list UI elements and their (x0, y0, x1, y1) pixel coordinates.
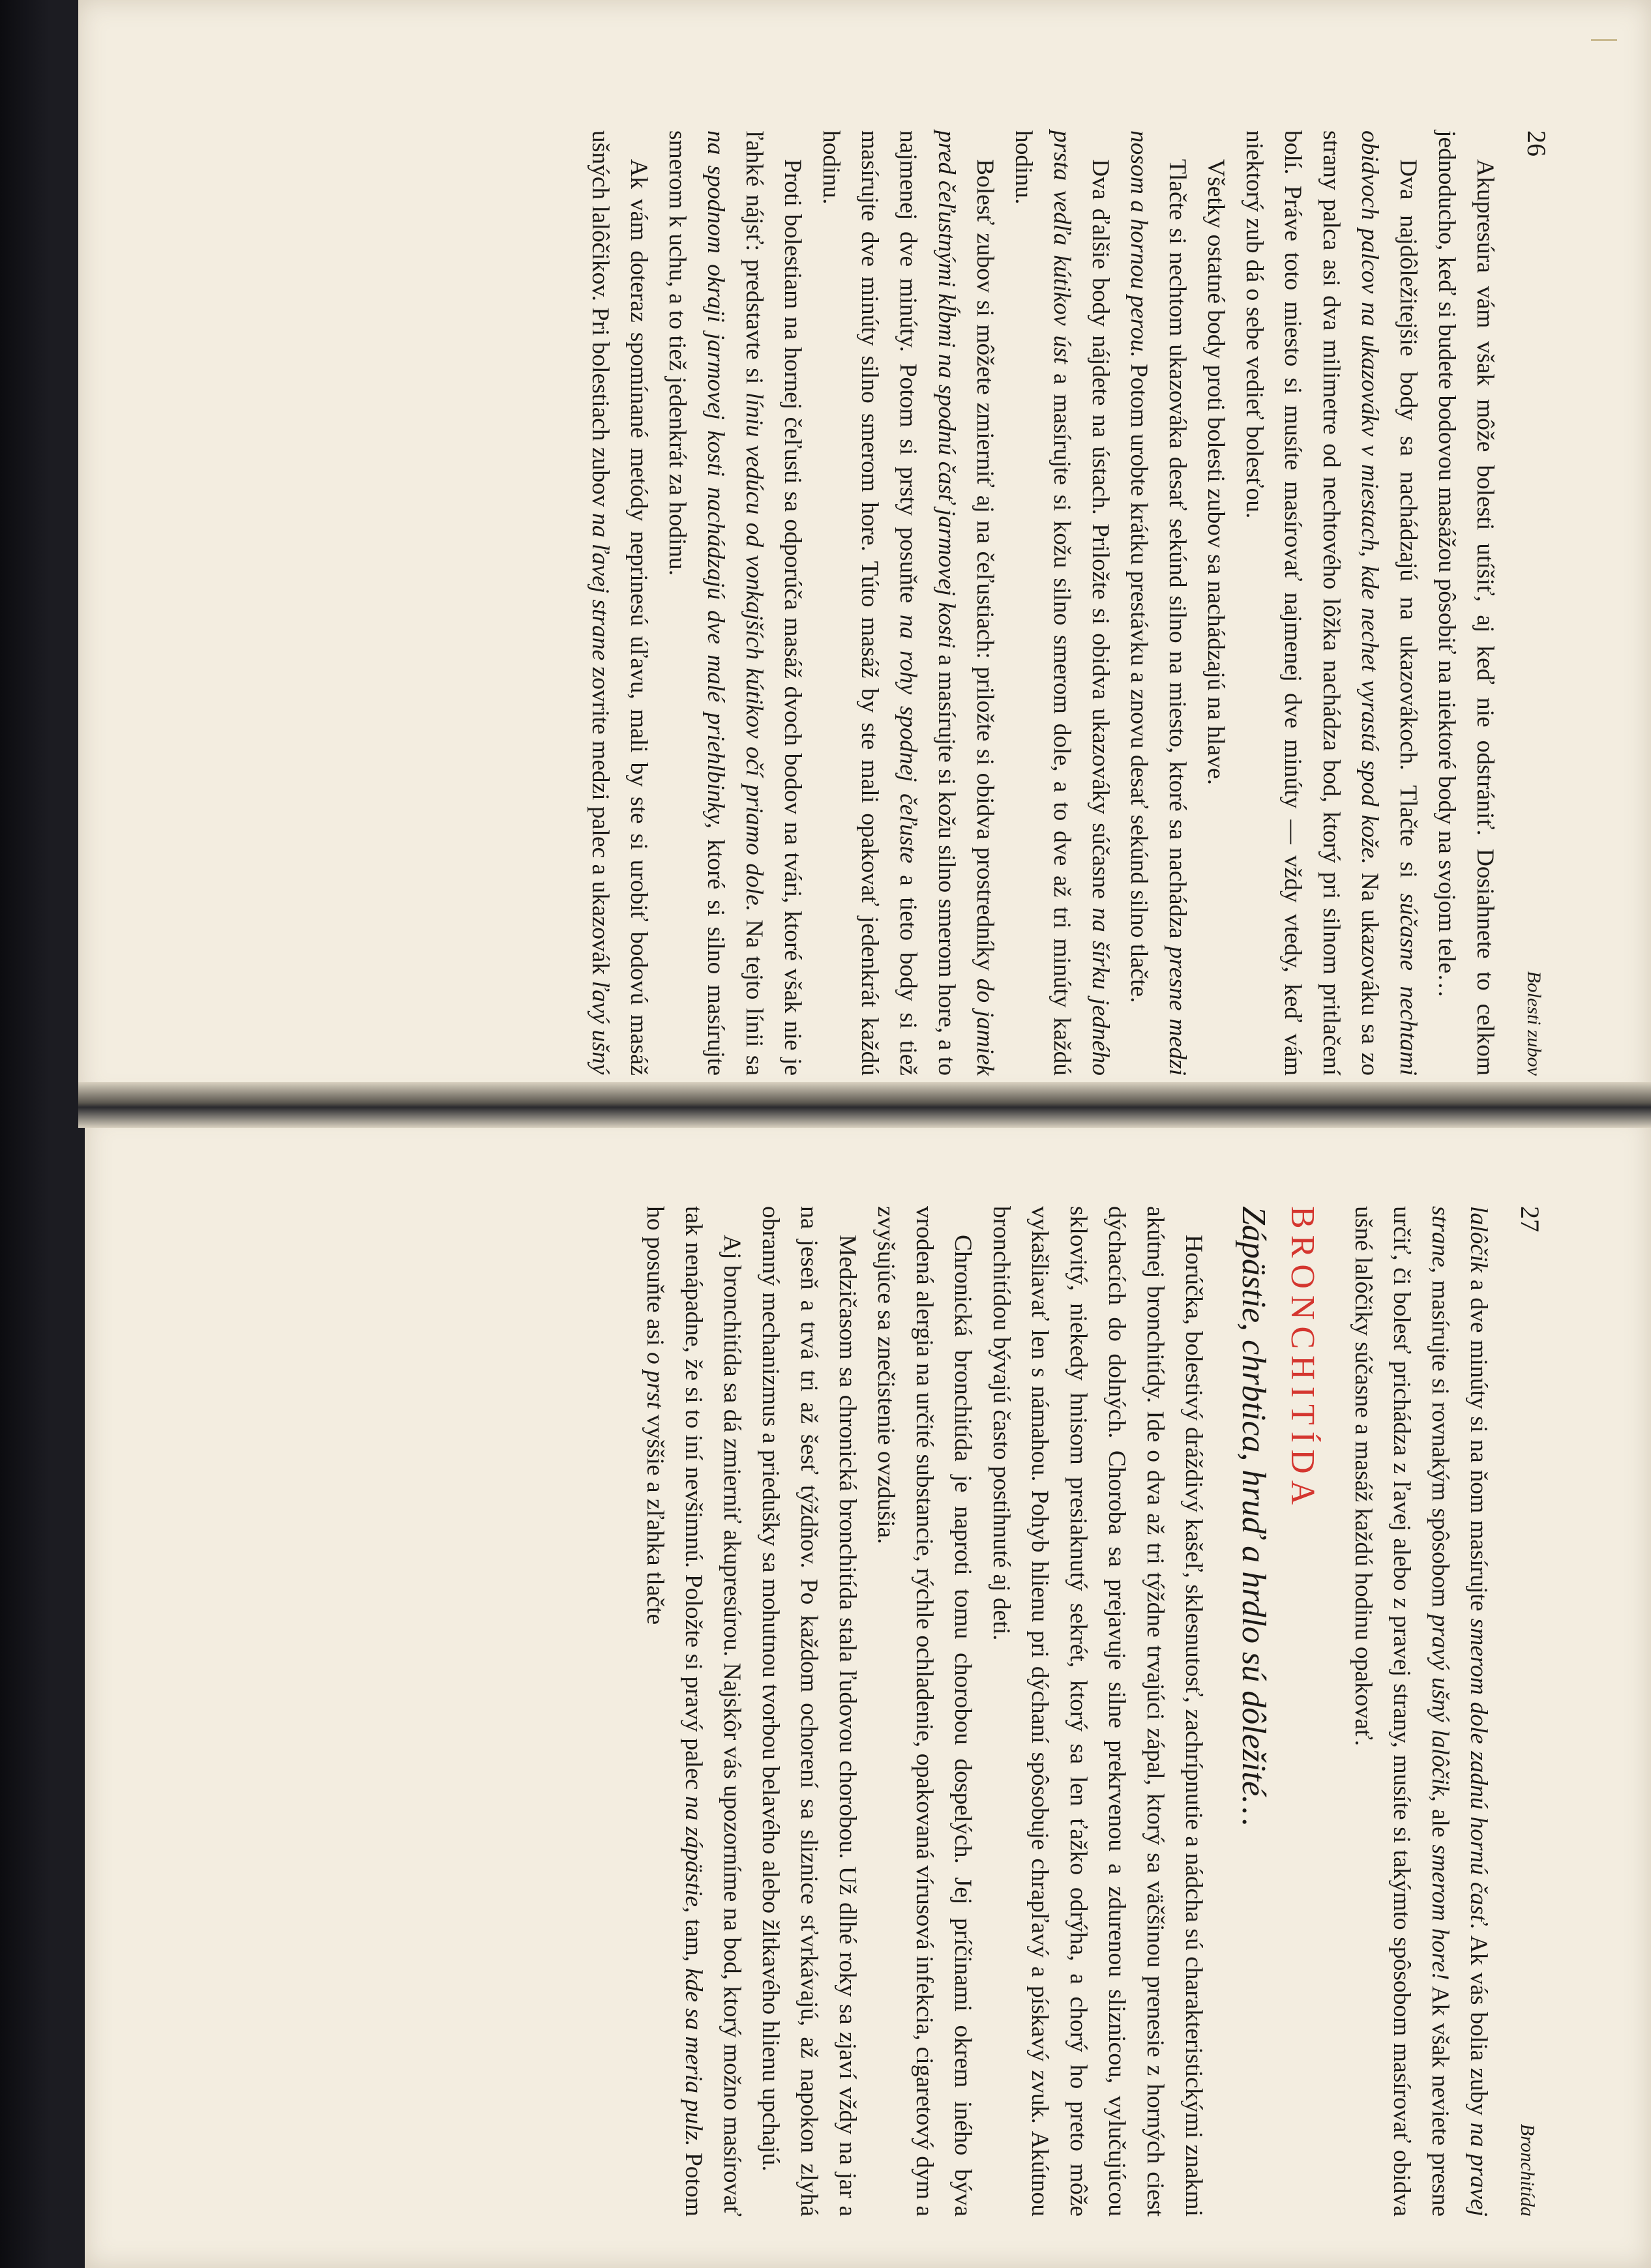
emphasized-text: na pravej strane, (1427, 1206, 1492, 2216)
emphasized-text: ľavý ušný (587, 980, 614, 1075)
page-body (581, 130, 1504, 1076)
paragraph (636, 1206, 751, 2216)
emphasized-text: o prst (642, 1351, 668, 1409)
text-run: Bolesť zubov si môžete zmierniť aj na čeľustiach: priložte si obidva prostredníky (972, 159, 998, 979)
text-run: Aj bronchitída sa dá zmierniť akupresúrou. Najskôr vás upozorníme na bod, ktorý možno masírovať tak nenápadne, že si to iní nevšimnú. Položte si pravý palec (680, 1206, 745, 2216)
text-run: a masírujte si kožu silno smerom hore, a to najmenej dve minúty. Potom si prsty posuňte (895, 130, 960, 1076)
paragraph (1120, 130, 1197, 1076)
text-run: Proti bolestiam na hornej čeľusti sa odporúča masáž dvoch bodov na tvári, ktoré však nie je ľahké nájsť: predstavte si (741, 130, 806, 1076)
text-run: Dva ďalšie body nájdete na ústach. Priložte si obidva ukazováky súčasne (1087, 159, 1114, 908)
emphasized-text: na šírku jedného prsta vedľa kútikov úst (1049, 130, 1114, 1076)
page-header (1521, 130, 1552, 1076)
text-run: Potom ho posuňte asi (642, 1206, 707, 2216)
text-run: Na tejto línii sa (741, 911, 767, 1076)
emphasized-text: kde sa meria pulz. (680, 1968, 707, 2147)
paper-edge-mark (1591, 39, 1617, 41)
paragraph (1197, 130, 1235, 1076)
text-run: a tieto body si tiež masírujte dve minúty silno smerom hore. Túto masáž by ste mali opakovať jedenkrát každú hodinu. (818, 130, 921, 1076)
emphasized-text: pravý ušný lalôčik, (1427, 1614, 1453, 1802)
text-run: a masírujte si kožu silno smerom dole, a to dve až tri minúty každú hodinu. (1010, 130, 1075, 1076)
emphasized-text: lalôčik (1465, 1206, 1492, 1273)
text-run: vyššie a zľahka tlačte (642, 1408, 668, 1625)
text-run: Tlačte si nechtom ukazováka desať sekúnd silno na miesto, ktoré sa nachádza (1164, 159, 1191, 947)
left-page-text (183, 130, 1552, 1076)
emphasized-text: líniu vedúcu od vonkajších kútikov očí priamo dole. (741, 392, 767, 912)
emphasized-text: do jamiek pred čeľustnými kĺbmi na spodnú časť jarmovej kosti (933, 130, 998, 1076)
running-head: Bolesti zubov (1523, 971, 1545, 1076)
text-run: Všetky ostatné body proti bolesti zubov sa nachádzajú na hlave. (1202, 159, 1229, 786)
text-run: Chronická bronchitída je naproti tomu chorobou dospelých. Jej príčinami okrem iného býva vrodená alergia na určité substancie, rýchle ochladenie, opakovaná vírusová infekcia, cigaretový dym a zvyšujúce sa znečistenie ovzdušia. (872, 1206, 976, 2216)
paragraph (1235, 130, 1427, 1076)
emphasized-text: súčasne nechtami obidvoch palcov na ukazovákv v miestach, kde nechet vyrastá spod kože. (1356, 130, 1421, 1076)
page-number: 27 (1515, 1206, 1545, 1232)
text-run: Na ukazováku sa zo strany palca asi dva milimetre od nechtového lôžka nachádza bod, ktorý pri silnom pritlačení bolí. Práve toto miesto si musíte masírovať najmenej dve minúty — vždy vtedy, keď vám niektorý zub dá o sebe vedieť bolesťou. (1241, 130, 1383, 1076)
emphasized-text: presne medzi nosom a hornou perou. (1125, 130, 1191, 1076)
paragraph (751, 1206, 867, 2216)
page-number: 26 (1522, 130, 1551, 156)
right-page-text (176, 1206, 1545, 2216)
text-run: Horúčka, bolestivý dráždivý kašeľ, sklesnutosť, zachrípnutie a nádcha sú charakteristickými znakmi akútnej bronchitídy. Ide o dva až tri týždne trvajúci zápal, ktorý sa väčšinou prenesie z horných ciest dýchacích do dolných. Choroba sa prejavuje silne prekrvenou a zdurenou sliznicou, vylučujúcou sklovitý, niekedy hnisom presiaknutý sekrét, ktorý sa len ťažko odrýha, a chorý ho preto môže vykašliavať len s námahou. Pohyb hlienu pri dýchaní spôsobuje chrapľavý a pískavý zvuk. Akútnou bronchitídou bývajú často postihnuté aj deti. (988, 1206, 1207, 2216)
text-run: Akupresúra vám však môže bolesti utíšiť, aj keď nie odstrániť. Dosiahnete to celkom jednoducho, keď si budete bodovou masážou pôsobiť na niektoré body na svojom tele… (1433, 130, 1498, 1076)
text-run: ale (1427, 1801, 1453, 1845)
text-run: zovrite medzi palec a ukazovák (587, 660, 614, 981)
emphasized-text: na rohy spodnej čeľuste (895, 614, 921, 864)
section-subtitle: Zápästie, chrbtica, hruď a hrdlo sú dôležité… (1235, 1206, 1272, 1827)
paragraph (812, 130, 1004, 1076)
paragraph (581, 130, 658, 1076)
emphasized-text: na ľavej strane (587, 513, 614, 661)
text-run: Potom urobte krátku prestávku a znovu desať sekúnd silno tlačte. (1125, 357, 1152, 1003)
emphasized-text: smerom hore! (1427, 1844, 1453, 1981)
emphasized-text: na spodnom okraji jarmovej kosti nachádzajú dve malé priehlbinky, (702, 130, 729, 829)
text-run: Dva najdôležitejšie body sa nachádzajú na ukazovákoch. Tlačte si (1395, 159, 1421, 894)
text-run: Ak vám doteraz spomínané metódy neprinesú úľavu, mali by ste si urobiť bodovú masáž ušných lalôčikov. Pri bolestiach zubov (587, 130, 652, 1076)
page-body (636, 1206, 1213, 2216)
paragraph (1004, 130, 1120, 1076)
text-run: Ak však neviete presne určiť, či bolesť prichádza z ľavej alebo z pravej strany, musíte si takýmto spôsobom masírovať obidva ušné lalôčiky súčasne a masáž každú hodinu opakovať. (1350, 1206, 1453, 2216)
text-run: masírujte si rovnakým spôsobom (1427, 1273, 1453, 1615)
book-gutter (78, 1082, 1651, 1128)
emphasized-text: smerom dole zadnú hornú časť. (1465, 1618, 1492, 1930)
text-run: tam, (680, 1913, 707, 1969)
paragraph (658, 130, 812, 1076)
paragraph (1427, 130, 1504, 1076)
paragraph (982, 1206, 1213, 2216)
text-run: Medzičasom sa chronická bronchitída stala ľudovou chorobou. Už dlhé roky sa zjaví vždy na jar a na jeseň a trvá tri až šesť týždňov. Po každom ochorení sa sliznice sťvrkávajú, až napokon zlyhá obranný mechanizmus a priedušky sa mohutnou tvorbou belavého alebo žltkavého hlienu upchajú. (757, 1206, 861, 2216)
text-run: Ak vás bolia zuby (1465, 1929, 1492, 2123)
text-run: a dve minúty si na ňom masírujte (1465, 1273, 1492, 1619)
paragraph (867, 1206, 982, 2216)
emphasized-text: na zápästie, (680, 1795, 707, 1913)
page-header (1515, 1206, 1545, 2216)
running-head: Bronchitída (1517, 2123, 1538, 2216)
text-run: ktoré si silno masírujte smerom k uchu, a to tiež jedenkrát za hodinu. (664, 130, 729, 1076)
continued-paragraph (1344, 1206, 1498, 2216)
section-title: BRONCHITÍDA (1284, 1206, 1321, 1512)
